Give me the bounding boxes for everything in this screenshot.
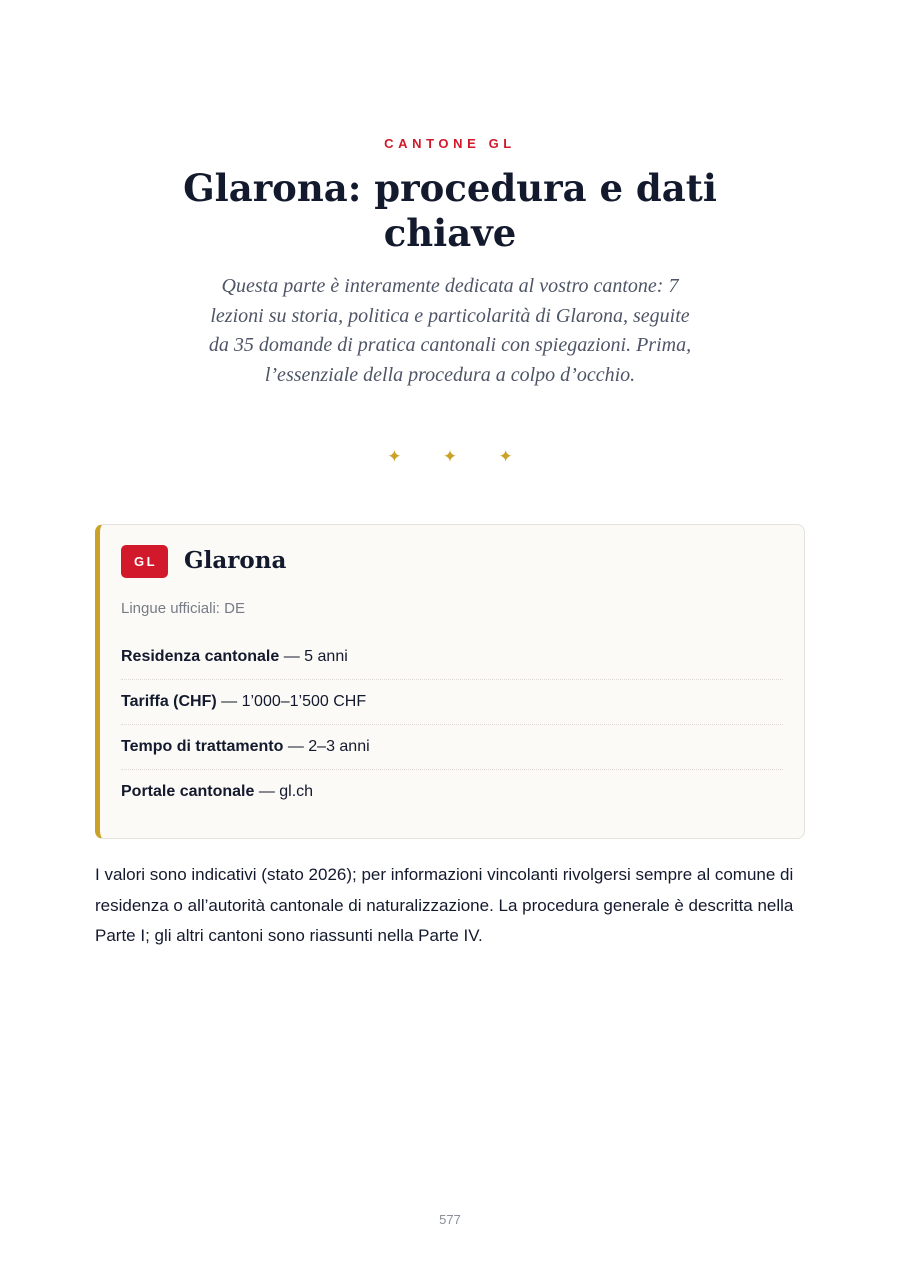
fact-row-residence (121, 635, 783, 680)
fact-separator: — (216, 693, 242, 710)
fact-label: Portale cantonale (121, 783, 255, 800)
fact-label: Residenza cantonale (121, 648, 280, 665)
fact-row-portal (121, 770, 783, 815)
canton-badge: GL (121, 545, 168, 578)
star-divider-icon: ✦ ✦ ✦ (387, 447, 531, 467)
disclaimer-paragraph: I valori sono indicativi (stato 2026); per informazioni vincolanti rivolgersi sempre al comune di residenza o all’autorità cantonale di naturalizzazione. La procedura generale è descritta nella Parte I; gli altri cantoni sono riassunti nella Parte IV. (95, 865, 794, 945)
fact-separator: — (283, 738, 309, 755)
fact-row-processing-time (121, 725, 783, 770)
fact-row-fee (121, 680, 783, 725)
fact-value: 1’000–1’500 CHF (241, 693, 367, 710)
canton-card (95, 524, 805, 839)
fact-label: Tempo di trattamento (121, 738, 284, 755)
fact-value: gl.ch (279, 783, 314, 800)
fact-separator: — (279, 648, 305, 665)
fact-separator: — (254, 783, 280, 800)
fact-value: 2–3 anni (308, 738, 370, 755)
page-title: Glarona: procedura e dati chiave (183, 166, 717, 255)
official-languages: Lingue ufficiali: DE (121, 600, 245, 617)
fact-label: Tariffa (CHF) (121, 693, 217, 710)
canton-name: Glarona (184, 547, 287, 574)
page-number: 577 (439, 1212, 461, 1227)
intro-paragraph: Questa parte è interamente dedicata al vostro cantone: 7 lezioni su storia, politica e particolarità di Glarona, seguite da 35 domande di pratica cantonali con spiegazioni. Prima, l’essenziale della procedura a colpo d’occhio. (208, 275, 692, 386)
fact-value: 5 anni (304, 648, 348, 665)
section-eyebrow: CANTONE GL (384, 136, 516, 151)
key-facts-list (121, 635, 783, 815)
